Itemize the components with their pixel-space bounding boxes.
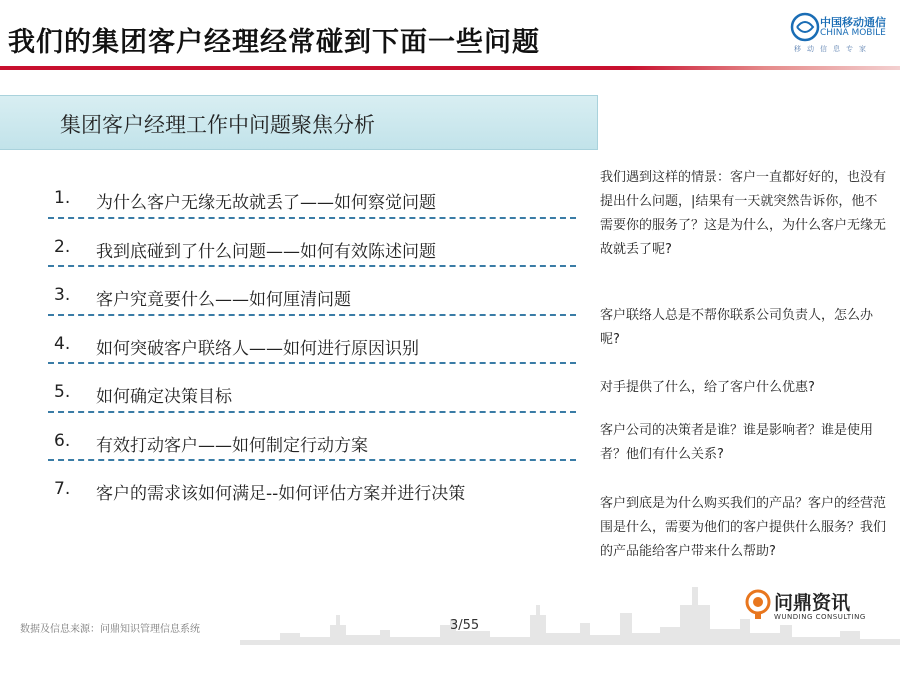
list-item-number: 3.	[54, 285, 71, 305]
dashed-divider	[48, 362, 576, 364]
list-item	[48, 370, 576, 419]
dashed-divider	[48, 411, 576, 413]
scenario-note: 客户到底是为什么购买我们的产品？客户的经营范围是什么，需要为他们的客户提供什么服务？我们的产品能给客户带来什么帮助?	[600, 496, 887, 559]
header-divider	[0, 66, 900, 70]
wunding-emblem-icon	[744, 588, 772, 620]
list-item-number: 2.	[54, 236, 71, 257]
dashed-divider	[48, 217, 576, 219]
list-item-text: 客户究竟要什么——如何厘清问题	[96, 290, 351, 310]
list-item-number: 5.	[54, 382, 71, 402]
list-item-text: 有效打动客户——如何制定行动方案	[96, 435, 368, 456]
section-heading: 集团客户经理工作中问题聚焦分析	[60, 113, 375, 137]
dashed-divider	[48, 265, 576, 267]
logo-en-text: CHINA MOBILE	[820, 28, 886, 38]
dashed-divider	[48, 459, 576, 461]
page-number: 3/55	[450, 618, 480, 633]
brand-en-name: WUNDING CONSULTING	[774, 613, 866, 621]
list-item-number: 7.	[54, 479, 71, 499]
list-item-text: 客户的需求该如何满足--如何评估方案并进行决策	[96, 484, 466, 504]
china-mobile-logo	[786, 12, 896, 56]
list-item-text: 我到底碰到了什么问题——如何有效陈述问题	[96, 241, 436, 262]
list-item	[48, 419, 576, 468]
scenario-note: 客户公司的决策者是谁？谁是影响者？谁是使用者？他们有什么关系?	[600, 423, 874, 462]
scenario-note: 客户联络人总是不帮你联系公司负责人，怎么办呢?	[600, 308, 874, 347]
brand-name: 问鼎资讯	[774, 592, 851, 614]
list-item	[48, 467, 576, 516]
china-mobile-emblem-icon	[790, 12, 820, 42]
logo-slogan: 移动信息专家	[794, 45, 872, 53]
list-item-text: 为什么客户无缘无故就丢了——如何察觉问题	[96, 193, 436, 213]
dashed-divider	[48, 314, 576, 316]
list-item-number: 4.	[54, 333, 71, 354]
list-item-number: 6.	[54, 430, 71, 451]
logo-cn-text: 中国移动通信	[820, 16, 886, 29]
scenario-note: 我们遇到这样的情景：客户一直都好好的，也没有提出什么问题，|结果有一天就突然告诉你，他不需要你的服务了？这是为什么，为什么客户无缘无故就丢了呢?	[600, 170, 887, 257]
question-list	[48, 176, 576, 516]
scenario-note: 对手提供了什么，给了客户什么优惠?	[600, 380, 815, 395]
page-title: 我们的集团客户经理经常碰到下面一些问题	[8, 27, 540, 58]
data-source-note: 数据及信息来源：问鼎知识管理信息系统	[20, 624, 200, 635]
section-heading-box	[0, 95, 598, 150]
list-item-text: 如何突破客户联络人——如何进行原因识别	[96, 338, 419, 359]
list-item	[48, 225, 576, 274]
list-item-number: 1.	[54, 188, 71, 208]
list-item-text: 如何确定决策目标	[96, 387, 232, 407]
list-item	[48, 273, 576, 322]
wunding-logo	[744, 588, 884, 628]
list-item	[48, 176, 576, 225]
list-item	[48, 322, 576, 371]
